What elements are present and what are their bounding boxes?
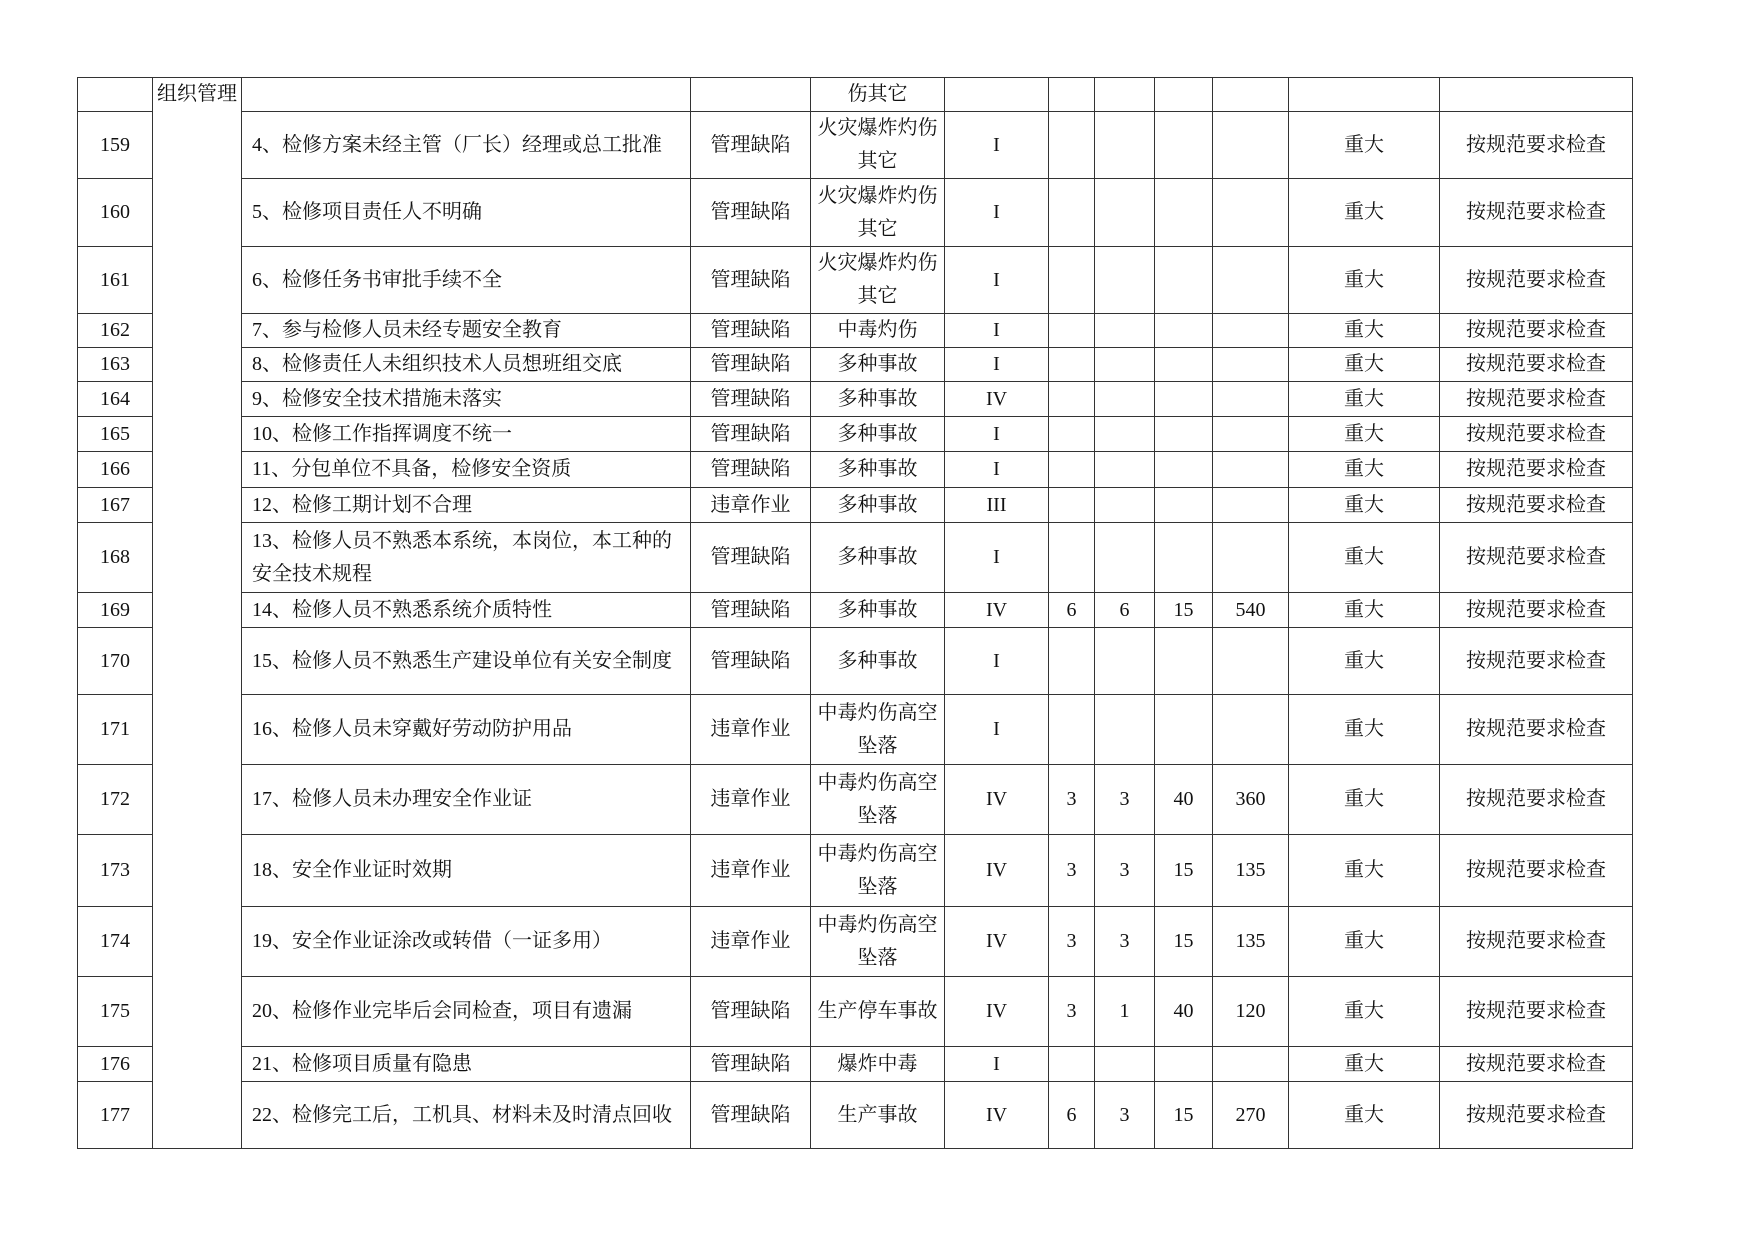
cell-item: 8、检修责任人未组织技术人员想班组交底 (242, 348, 691, 382)
cell-c (1155, 417, 1213, 452)
cell-d (1213, 695, 1289, 765)
cell-level: IV (945, 593, 1049, 628)
cell-l (1049, 179, 1095, 247)
cell-c: 40 (1155, 765, 1213, 835)
cell-type: 管理缺陷 (691, 112, 811, 179)
cell-d: 120 (1213, 977, 1289, 1047)
cell-grade: 重大 (1289, 523, 1440, 593)
cell-grade: 重大 (1289, 488, 1440, 523)
cell-e (1095, 78, 1155, 112)
cell-item: 19、安全作业证涂改或转借（一证多用） (242, 907, 691, 977)
cell-measure: 按规范要求检查 (1440, 765, 1633, 835)
cell-item: 10、检修工作指挥调度不统一 (242, 417, 691, 452)
table-row (78, 179, 1633, 247)
cell-c (1155, 523, 1213, 593)
cell-accident: 爆炸中毒 (811, 1047, 945, 1082)
cell-e (1095, 1047, 1155, 1082)
cell-no: 176 (78, 1047, 153, 1082)
cell-measure: 按规范要求检查 (1440, 628, 1633, 695)
cell-no: 169 (78, 593, 153, 628)
cell-item: 21、检修项目质量有隐患 (242, 1047, 691, 1082)
cell-c (1155, 628, 1213, 695)
cell-measure: 按规范要求检查 (1440, 523, 1633, 593)
cell-measure: 按规范要求检查 (1440, 695, 1633, 765)
cell-d: 135 (1213, 835, 1289, 907)
cell-grade: 重大 (1289, 179, 1440, 247)
cell-level: IV (945, 765, 1049, 835)
cell-measure: 按规范要求检查 (1440, 1047, 1633, 1082)
cell-type: 管理缺陷 (691, 977, 811, 1047)
cell-level: I (945, 179, 1049, 247)
cell-d (1213, 348, 1289, 382)
cell-c (1155, 1047, 1213, 1082)
cell-d (1213, 247, 1289, 314)
table-row (78, 628, 1633, 695)
table-row (78, 112, 1633, 179)
cell-grade: 重大 (1289, 695, 1440, 765)
cell-c (1155, 452, 1213, 488)
cell-item: 6、检修任务书审批手续不全 (242, 247, 691, 314)
cell-l (1049, 348, 1095, 382)
cell-c: 15 (1155, 835, 1213, 907)
cell-level: I (945, 112, 1049, 179)
cell-accident: 多种事故 (811, 628, 945, 695)
cell-level: I (945, 348, 1049, 382)
cell-e (1095, 112, 1155, 179)
cell-item (242, 78, 691, 112)
cell-accident: 火灾爆炸灼伤其它 (811, 247, 945, 314)
cell-no: 170 (78, 628, 153, 695)
cell-c: 15 (1155, 593, 1213, 628)
cell-measure: 按规范要求检查 (1440, 977, 1633, 1047)
cell-item: 9、检修安全技术措施未落实 (242, 382, 691, 417)
cell-type: 管理缺陷 (691, 593, 811, 628)
cell-no (78, 78, 153, 112)
table-row (78, 1047, 1633, 1082)
cell-c (1155, 78, 1213, 112)
cell-e: 1 (1095, 977, 1155, 1047)
cell-e: 3 (1095, 907, 1155, 977)
cell-item: 14、检修人员不熟悉系统介质特性 (242, 593, 691, 628)
cell-d: 270 (1213, 1082, 1289, 1149)
cell-item: 12、检修工期计划不合理 (242, 488, 691, 523)
cell-level: I (945, 452, 1049, 488)
table-row (78, 247, 1633, 314)
cell-type: 管理缺陷 (691, 1047, 811, 1082)
cell-no: 175 (78, 977, 153, 1047)
cell-l (1049, 247, 1095, 314)
cell-l: 3 (1049, 765, 1095, 835)
cell-l (1049, 417, 1095, 452)
table-row (78, 314, 1633, 348)
cell-type: 违章作业 (691, 835, 811, 907)
cell-no: 164 (78, 382, 153, 417)
cell-d (1213, 628, 1289, 695)
cell-measure: 按规范要求检查 (1440, 593, 1633, 628)
cell-d (1213, 488, 1289, 523)
table-row (78, 417, 1633, 452)
cell-accident: 生产事故 (811, 1082, 945, 1149)
cell-l (1049, 314, 1095, 348)
cell-level: I (945, 628, 1049, 695)
cell-item: 11、分包单位不具备，检修安全资质 (242, 452, 691, 488)
cell-type: 管理缺陷 (691, 348, 811, 382)
cell-e (1095, 247, 1155, 314)
cell-accident: 中毒灼伤高空坠落 (811, 695, 945, 765)
cell-no: 161 (78, 247, 153, 314)
cell-accident: 火灾爆炸灼伤其它 (811, 179, 945, 247)
cell-level: I (945, 523, 1049, 593)
cell-e: 3 (1095, 835, 1155, 907)
table-row (78, 695, 1633, 765)
cell-e (1095, 382, 1155, 417)
cell-type: 管理缺陷 (691, 382, 811, 417)
cell-item: 16、检修人员未穿戴好劳动防护用品 (242, 695, 691, 765)
cell-c (1155, 179, 1213, 247)
cell-l: 3 (1049, 907, 1095, 977)
table-row (78, 593, 1633, 628)
cell-no: 167 (78, 488, 153, 523)
cell-level: I (945, 314, 1049, 348)
cell-d (1213, 523, 1289, 593)
cell-c (1155, 247, 1213, 314)
cell-e (1095, 417, 1155, 452)
cell-e (1095, 452, 1155, 488)
cell-accident: 中毒灼伤高空坠落 (811, 765, 945, 835)
cell-type: 管理缺陷 (691, 247, 811, 314)
cell-d (1213, 78, 1289, 112)
cell-no: 160 (78, 179, 153, 247)
cell-type: 管理缺陷 (691, 628, 811, 695)
cell-accident: 多种事故 (811, 417, 945, 452)
cell-accident: 中毒灼伤高空坠落 (811, 835, 945, 907)
cell-l (1049, 488, 1095, 523)
cell-level: I (945, 417, 1049, 452)
cell-no: 168 (78, 523, 153, 593)
cell-accident: 多种事故 (811, 523, 945, 593)
cell-measure: 按规范要求检查 (1440, 247, 1633, 314)
cell-c (1155, 382, 1213, 417)
cell-d (1213, 112, 1289, 179)
cell-d (1213, 1047, 1289, 1082)
cell-level: IV (945, 977, 1049, 1047)
cell-d (1213, 382, 1289, 417)
cell-accident: 火灾爆炸灼伤其它 (811, 112, 945, 179)
cell-grade: 重大 (1289, 452, 1440, 488)
cell-measure: 按规范要求检查 (1440, 348, 1633, 382)
cell-accident: 多种事故 (811, 593, 945, 628)
cell-grade: 重大 (1289, 382, 1440, 417)
cell-l (1049, 452, 1095, 488)
cell-measure: 按规范要求检查 (1440, 1082, 1633, 1149)
cell-measure: 按规范要求检查 (1440, 417, 1633, 452)
cell-accident: 多种事故 (811, 452, 945, 488)
cell-type (691, 78, 811, 112)
table-row (78, 488, 1633, 523)
cell-e: 6 (1095, 593, 1155, 628)
cell-no: 173 (78, 835, 153, 907)
cell-item: 18、安全作业证时效期 (242, 835, 691, 907)
cell-accident: 中毒灼伤 (811, 314, 945, 348)
table-row (78, 977, 1633, 1047)
cell-no: 165 (78, 417, 153, 452)
cell-type: 管理缺陷 (691, 179, 811, 247)
cell-e (1095, 179, 1155, 247)
cell-accident: 伤其它 (811, 78, 945, 112)
cell-no: 172 (78, 765, 153, 835)
cell-type: 管理缺陷 (691, 452, 811, 488)
cell-level (945, 78, 1049, 112)
cell-e (1095, 348, 1155, 382)
cell-accident: 多种事故 (811, 488, 945, 523)
cell-type: 违章作业 (691, 488, 811, 523)
table-row (78, 907, 1633, 977)
cell-no: 159 (78, 112, 153, 179)
cell-accident: 中毒灼伤高空坠落 (811, 907, 945, 977)
cell-grade: 重大 (1289, 1047, 1440, 1082)
cell-e (1095, 628, 1155, 695)
cell-l (1049, 628, 1095, 695)
cell-measure: 按规范要求检查 (1440, 314, 1633, 348)
cell-level: IV (945, 1082, 1049, 1149)
cell-d (1213, 452, 1289, 488)
cell-item: 13、检修人员不熟悉本系统，本岗位，本工种的安全技术规程 (242, 523, 691, 593)
cell-c: 15 (1155, 1082, 1213, 1149)
cell-measure: 按规范要求检查 (1440, 907, 1633, 977)
cell-measure: 按规范要求检查 (1440, 179, 1633, 247)
cell-l (1049, 382, 1095, 417)
cell-l: 6 (1049, 593, 1095, 628)
cell-measure: 按规范要求检查 (1440, 488, 1633, 523)
cell-level: I (945, 1047, 1049, 1082)
cell-type: 管理缺陷 (691, 417, 811, 452)
cell-l (1049, 1047, 1095, 1082)
cell-accident: 多种事故 (811, 348, 945, 382)
cell-no: 162 (78, 314, 153, 348)
cell-e (1095, 314, 1155, 348)
cell-grade: 重大 (1289, 314, 1440, 348)
table-row (78, 348, 1633, 382)
cell-d (1213, 314, 1289, 348)
cell-grade: 重大 (1289, 348, 1440, 382)
cell-grade: 重大 (1289, 977, 1440, 1047)
cell-type: 管理缺陷 (691, 1082, 811, 1149)
category-cell: 组织管理 (153, 78, 242, 1149)
cell-d (1213, 417, 1289, 452)
table-row (78, 78, 1633, 112)
cell-c: 40 (1155, 977, 1213, 1047)
cell-measure: 按规范要求检查 (1440, 452, 1633, 488)
cell-l (1049, 523, 1095, 593)
cell-grade: 重大 (1289, 628, 1440, 695)
cell-type: 管理缺陷 (691, 523, 811, 593)
cell-no: 163 (78, 348, 153, 382)
cell-c (1155, 112, 1213, 179)
cell-type: 管理缺陷 (691, 314, 811, 348)
cell-grade: 重大 (1289, 907, 1440, 977)
cell-l: 6 (1049, 1082, 1095, 1149)
cell-measure: 按规范要求检查 (1440, 382, 1633, 417)
cell-level: IV (945, 907, 1049, 977)
cell-item: 5、检修项目责任人不明确 (242, 179, 691, 247)
cell-level: IV (945, 382, 1049, 417)
cell-c (1155, 488, 1213, 523)
cell-measure (1440, 78, 1633, 112)
cell-c (1155, 695, 1213, 765)
cell-grade: 重大 (1289, 1082, 1440, 1149)
cell-accident: 多种事故 (811, 382, 945, 417)
cell-grade: 重大 (1289, 417, 1440, 452)
cell-accident: 生产停车事故 (811, 977, 945, 1047)
cell-l (1049, 695, 1095, 765)
cell-level: I (945, 695, 1049, 765)
cell-l: 3 (1049, 977, 1095, 1047)
cell-measure: 按规范要求检查 (1440, 835, 1633, 907)
cell-level: III (945, 488, 1049, 523)
cell-c (1155, 314, 1213, 348)
cell-grade: 重大 (1289, 593, 1440, 628)
cell-no: 174 (78, 907, 153, 977)
table-row (78, 452, 1633, 488)
cell-d (1213, 179, 1289, 247)
cell-item: 20、检修作业完毕后会同检查，项目有遗漏 (242, 977, 691, 1047)
cell-d: 360 (1213, 765, 1289, 835)
cell-l (1049, 78, 1095, 112)
cell-item: 22、检修完工后，工机具、材料未及时清点回收 (242, 1082, 691, 1149)
table-row (78, 765, 1633, 835)
cell-e: 3 (1095, 1082, 1155, 1149)
cell-item: 4、检修方案未经主管（厂长）经理或总工批准 (242, 112, 691, 179)
cell-no: 166 (78, 452, 153, 488)
cell-measure: 按规范要求检查 (1440, 112, 1633, 179)
table-row (78, 523, 1633, 593)
cell-grade: 重大 (1289, 112, 1440, 179)
cell-item: 17、检修人员未办理安全作业证 (242, 765, 691, 835)
cell-e (1095, 523, 1155, 593)
cell-c: 15 (1155, 907, 1213, 977)
cell-grade: 重大 (1289, 835, 1440, 907)
cell-no: 177 (78, 1082, 153, 1149)
cell-e (1095, 488, 1155, 523)
table-row (78, 382, 1633, 417)
table-row (78, 835, 1633, 907)
cell-l (1049, 112, 1095, 179)
cell-e (1095, 695, 1155, 765)
cell-no: 171 (78, 695, 153, 765)
cell-c (1155, 348, 1213, 382)
cell-item: 15、检修人员不熟悉生产建设单位有关安全制度 (242, 628, 691, 695)
cell-grade (1289, 78, 1440, 112)
cell-e: 3 (1095, 765, 1155, 835)
cell-item: 7、参与检修人员未经专题安全教育 (242, 314, 691, 348)
cell-type: 违章作业 (691, 907, 811, 977)
cell-l: 3 (1049, 835, 1095, 907)
cell-type: 违章作业 (691, 695, 811, 765)
cell-level: IV (945, 835, 1049, 907)
cell-d: 135 (1213, 907, 1289, 977)
cell-grade: 重大 (1289, 247, 1440, 314)
cell-level: I (945, 247, 1049, 314)
hazard-table (77, 77, 1633, 1149)
cell-type: 违章作业 (691, 765, 811, 835)
cell-grade: 重大 (1289, 765, 1440, 835)
cell-d: 540 (1213, 593, 1289, 628)
table-row (78, 1082, 1633, 1149)
